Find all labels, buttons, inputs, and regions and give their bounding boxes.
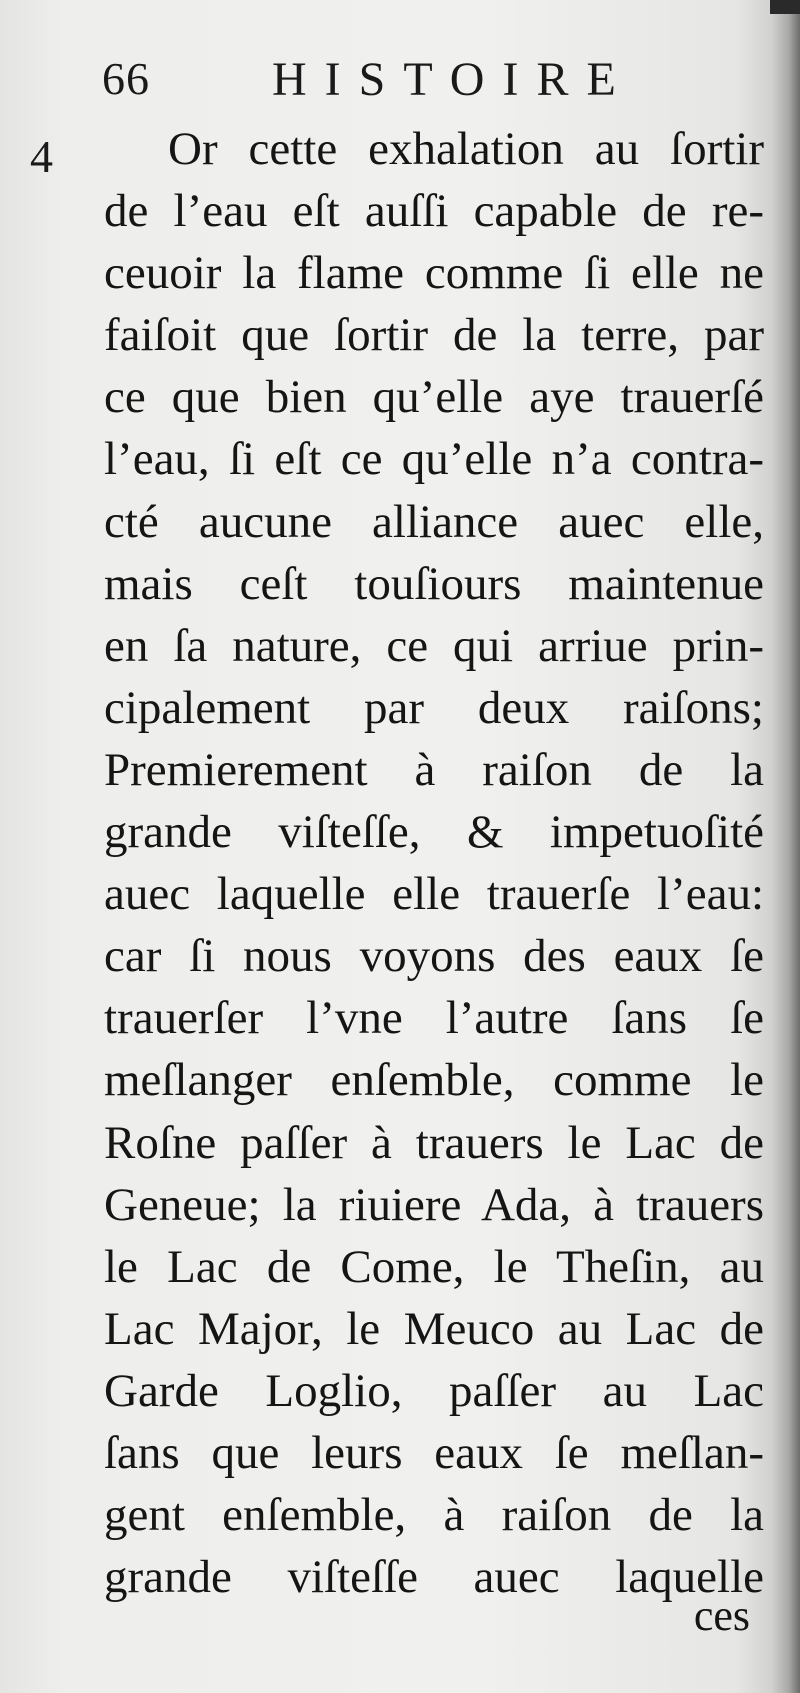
text-line: mais ceſt touſiours maintenue [104,557,764,610]
page-corner-shadow [770,0,800,14]
page-gutter-shadow [772,0,800,1693]
margin-note: 4 [30,131,53,182]
text-line: en ſa nature, ce qui arriue prin- [104,619,764,672]
text-line: Geneue; la riuiere Ada, à trauers [104,1178,764,1231]
text-line: l’eau, ſi eſt ce qu’elle n’a contra- [104,433,764,486]
text-line: gent enſemble, à raiſon de la [104,1489,764,1542]
text-line: ſans que leurs eaux ſe meſlan- [104,1426,764,1479]
text-line: auec laquelle elle trauerſe l’eau: [104,868,764,921]
text-line: trauerſer l’vne l’autre ſans ſe [104,992,764,1045]
text-line: Lac Major, le Meuco au Lac de [104,1302,764,1355]
text-line: cipalement par deux raiſons; [104,681,764,734]
text-line: ce que bien qu’elle aye trauerſé [104,371,764,424]
text-line: meſlanger enſemble, comme le [104,1054,764,1107]
text-line: Premierement à raiſon de la [104,743,764,796]
text-line: de l’eau eſt auſſi capable de re- [104,185,764,238]
body-text [104,118,764,1608]
text-line: Roſne paſſer à trauers le Lac de [104,1116,764,1169]
page-number: 66 [102,53,150,104]
catchword: ces [693,1591,750,1640]
text-line: Or cette exhalation au ſortir [168,123,764,175]
running-head [102,52,662,112]
text-line: grande viſteſſe auec laquelle [104,1551,764,1604]
text-line: ceuoir la flame comme ſi elle ne [104,247,764,300]
text-line: Garde Loglio, paſſer au Lac [104,1364,764,1417]
text-line: le Lac de Come, le Theſin, au [104,1240,764,1293]
running-title: HISTOIRE [272,53,634,106]
text-line: cté aucune alliance auec elle, [104,495,764,548]
text-line: grande viſteſſe, & impetuoſité [104,806,764,859]
text-line: car ſi nous voyons des eaux ſe [104,930,764,983]
text-line: faiſoit que ſortir de la terre, par [104,309,764,362]
